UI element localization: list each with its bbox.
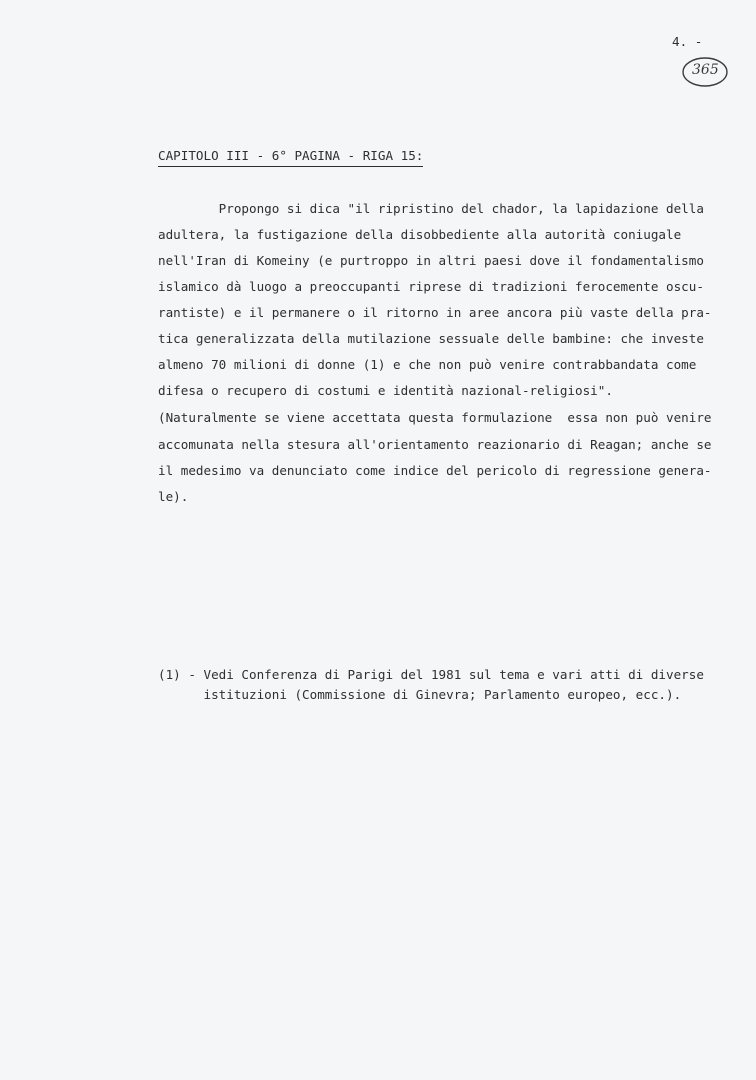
page-number: 4. - [672, 34, 703, 49]
handwritten-page-stamp [680, 54, 730, 90]
body-line: difesa o recupero di costumi e identità nazional-religiosi". [158, 383, 613, 398]
body-line: Propongo si dica "il ripristino del chador, la lapidazione della [158, 201, 704, 216]
body-line: almeno 70 milioni di donne (1) e che non può venire contrabbandata come [158, 357, 697, 372]
body-line: tica generalizzata della mutilazione sessuale delle bambine: che investe [158, 331, 704, 346]
chapter-heading: CAPITOLO III - 6° PAGINA - RIGA 15: [158, 148, 423, 167]
body-line: accomunata nella stesura all'orientamento reazionario di Reagan; anche se [158, 437, 712, 452]
body-line: rantiste) e il permanere o il ritorno in aree ancora più vaste della pra- [158, 305, 712, 320]
footnote-line: (1) - Vedi Conferenza di Parigi del 1981 sul tema e vari atti di diverse [158, 667, 704, 682]
body-line: il medesimo va denunciato come indice del pericolo di regressione genera- [158, 463, 712, 478]
body-line: islamico dà luogo a preoccupanti riprese di tradizioni ferocemente oscu- [158, 279, 704, 294]
body-line: adultera, la fustigazione della disobbediente alla autorità coniugale [158, 227, 682, 242]
body-line: nell'Iran di Komeiny (e purtroppo in altri paesi dove il fondamentalismo [158, 253, 704, 268]
body-line: le). [158, 489, 189, 504]
stamp-number: 365 [692, 62, 719, 78]
body-line: (Naturalmente se viene accettata questa formulazione essa non può venire [158, 410, 712, 425]
footnote-line: istituzioni (Commissione di Ginevra; Parlamento europeo, ecc.). [158, 687, 682, 702]
